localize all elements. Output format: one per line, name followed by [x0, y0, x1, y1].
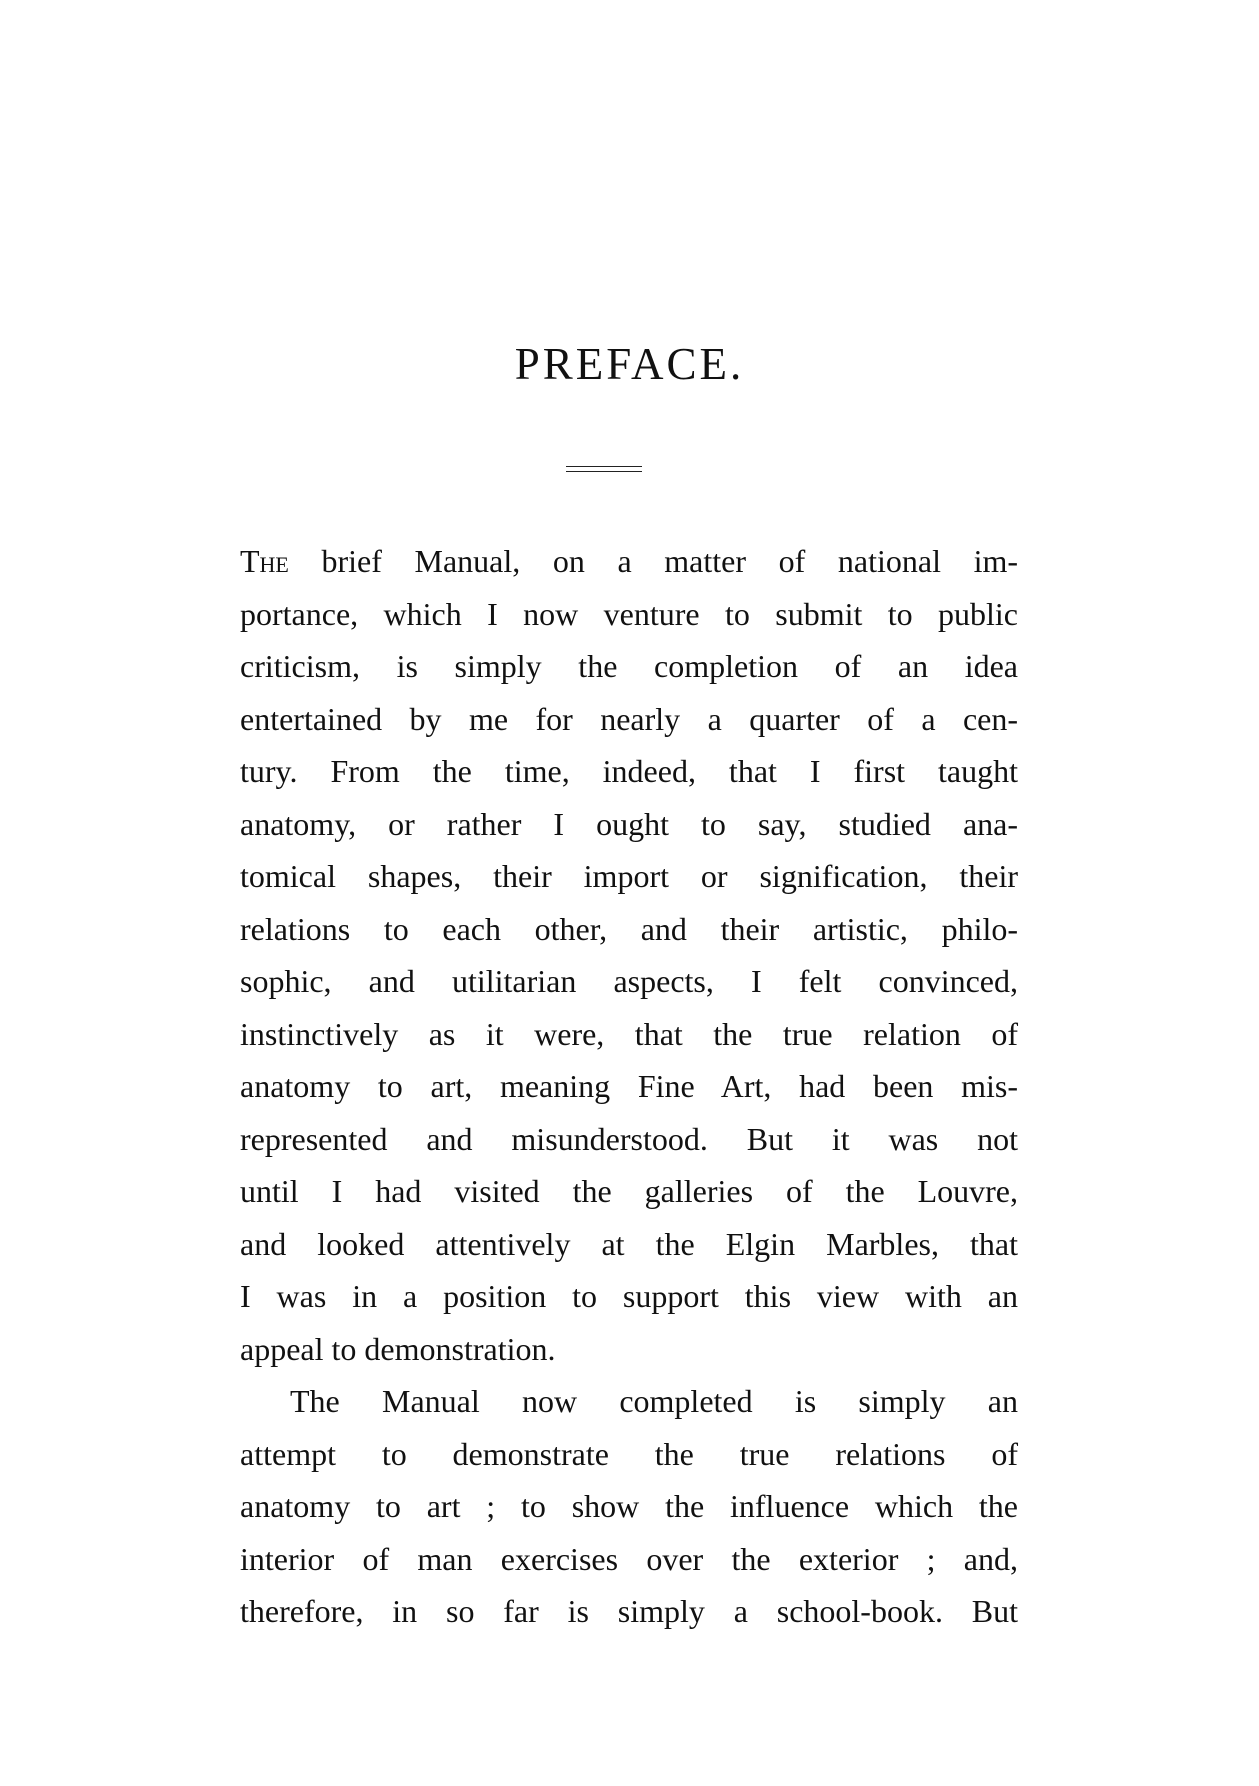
paragraph-1-line-15: I was in a position to support this view with an [240, 1278, 1018, 1314]
paragraph-1-line-16: appeal to demonstration. [240, 1330, 556, 1367]
paragraph-1-line-3: criticism, is simply the completion of an idea [240, 648, 1018, 684]
page-title: PREFACE. [514, 339, 745, 389]
paragraph-1-line-9: sophic, and utilitarian aspects, I felt convinced, [240, 963, 1018, 999]
paragraph-1-line-1-text: brief Manual, on a matter of national im- [288, 543, 1018, 579]
paragraph-2-line-5: therefore, in so far is simply a school-book. But [240, 1593, 1018, 1629]
paragraph-1-line-8: relations to each other, and their artistic, philo- [240, 910, 1018, 947]
paragraph-1-lead-word: The [240, 543, 289, 579]
title-double-rule-bottom [566, 471, 642, 472]
preface-body [240, 535, 1018, 1638]
paragraph-2-line-4: interior of man exercises over the exterior ; and, [240, 1540, 1018, 1577]
title-double-rule-top [566, 466, 642, 467]
paragraph-1-line-7: tomical shapes, their import or signification, their [240, 858, 1018, 894]
paragraph-2-line-1: The Manual now completed is simply an [290, 1383, 1018, 1419]
paragraph-1-line-4: entertained by me for nearly a quarter of a cen- [240, 700, 1018, 737]
paragraph-1-line-1 [240, 535, 1018, 588]
paragraph-2-line-2: attempt to demonstrate the true relations of [240, 1435, 1018, 1472]
paragraph-1-line-13: until I had visited the galleries of the Louvre, [240, 1173, 1018, 1209]
paragraph-1-line-10: instinctively as it were, that the true relation of [240, 1015, 1018, 1052]
paragraph-2-line-3: anatomy to art ; to show the influence which the [240, 1488, 1018, 1524]
paragraph-1-line-6: anatomy, or rather I ought to say, studied ana- [240, 805, 1018, 842]
paragraph-1-line-12: represented and misunderstood. But it was not [240, 1120, 1018, 1157]
paragraph-1-line-2: portance, which I now venture to submit to public [240, 595, 1018, 632]
paragraph-1-line-11: anatomy to art, meaning Fine Art, had been mis- [240, 1068, 1018, 1104]
paragraph-1-line-5: tury. From the time, indeed, that I first taught [240, 753, 1018, 789]
paragraph-1-line-14: and looked attentively at the Elgin Marbles, that [240, 1225, 1018, 1262]
